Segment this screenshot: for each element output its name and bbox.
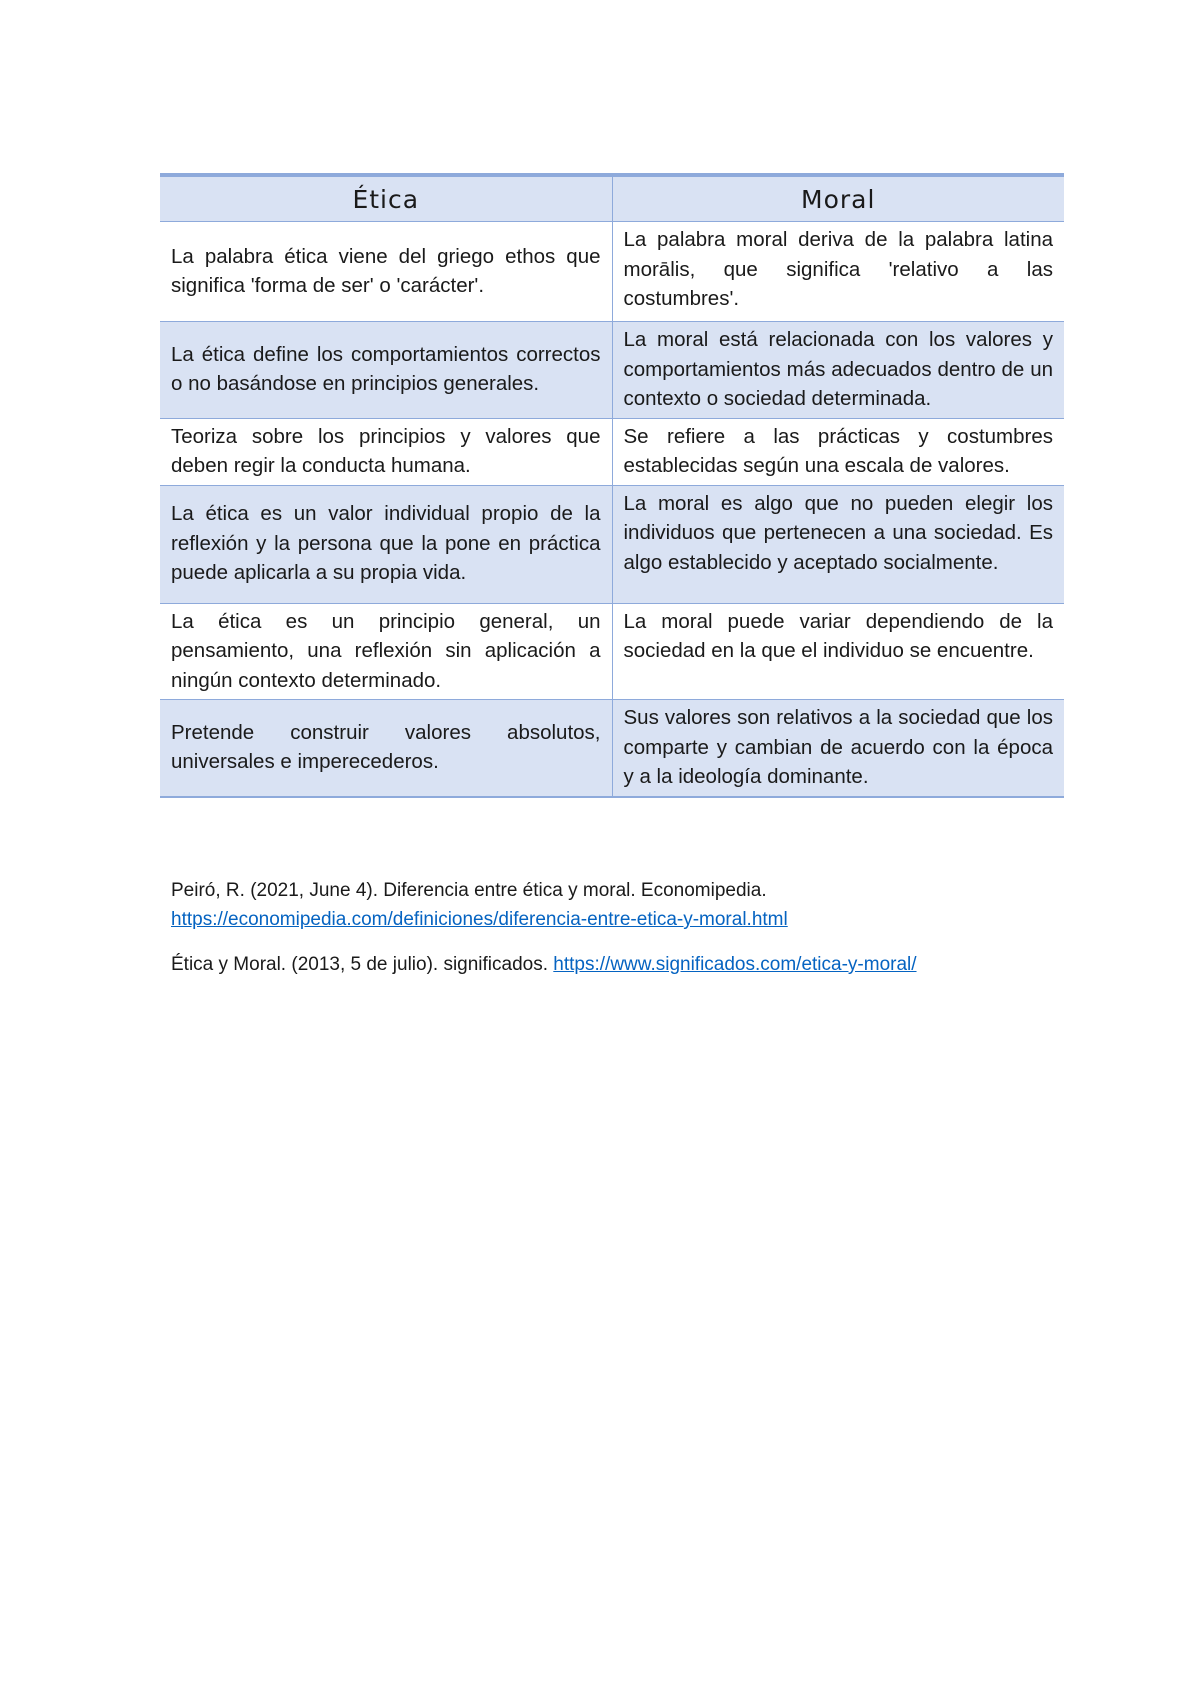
- cell-moral: La moral está relacionada con los valores y comportamientos más adecuados dentro de un contexto o sociedad determinada.: [612, 322, 1064, 419]
- reference-text: Ética y Moral. (2013, 5 de julio). significados.: [171, 954, 549, 975]
- table-row: [160, 485, 1064, 603]
- cell-moral: La palabra moral deriva de la palabra latina morālis, que significa 'relativo a las costumbres'.: [612, 222, 1064, 322]
- cell-etica: La palabra ética viene del griego ethos que significa 'forma de ser' o 'carácter'.: [160, 222, 612, 322]
- cell-moral: La moral es algo que no pueden elegir los individuos que pertenecen a una sociedad. Es algo establecido y aceptado socialmente.: [612, 485, 1064, 603]
- cell-etica: La ética es un principio general, un pensamiento, una reflexión sin aplicación a ningún contexto determinado.: [160, 603, 612, 700]
- reference-item: [171, 950, 1071, 979]
- cell-etica: La ética define los comportamientos correctos o no basándose en principios generales.: [160, 322, 612, 419]
- cell-moral: La moral puede variar dependiendo de la sociedad en la que el individuo se encuentre.: [612, 603, 1064, 700]
- header-moral: Moral: [612, 175, 1064, 222]
- reference-item: [171, 876, 1071, 934]
- cell-etica: Teoriza sobre los principios y valores que deben regir la conducta humana.: [160, 418, 612, 485]
- reference-text: Peiró, R. (2021, June 4). Diferencia entre ética y moral. Economipedia.: [171, 880, 767, 901]
- table-header-row: [160, 175, 1064, 222]
- header-etica: Ética: [160, 175, 612, 222]
- cell-moral: Se refiere a las prácticas y costumbres establecidas según una escala de valores.: [612, 418, 1064, 485]
- reference-link[interactable]: https://economipedia.com/definiciones/diferencia-entre-etica-y-moral.html: [171, 909, 788, 930]
- table-row: [160, 418, 1064, 485]
- table-row: [160, 322, 1064, 419]
- table-row: [160, 700, 1064, 797]
- table-row: [160, 603, 1064, 700]
- cell-moral: Sus valores son relativos a la sociedad que los comparte y cambian de acuerdo con la época y a la ideología dominante.: [612, 700, 1064, 797]
- table-row: [160, 222, 1064, 322]
- references-section: [171, 876, 1071, 995]
- etica-moral-table: [160, 173, 1064, 798]
- cell-etica: La ética es un valor individual propio de la reflexión y la persona que la pone en práctica puede aplicarla a su propia vida.: [160, 485, 612, 603]
- cell-etica: Pretende construir valores absolutos, universales e imperecederos.: [160, 700, 612, 797]
- reference-link[interactable]: https://www.significados.com/etica-y-moral/: [553, 954, 917, 975]
